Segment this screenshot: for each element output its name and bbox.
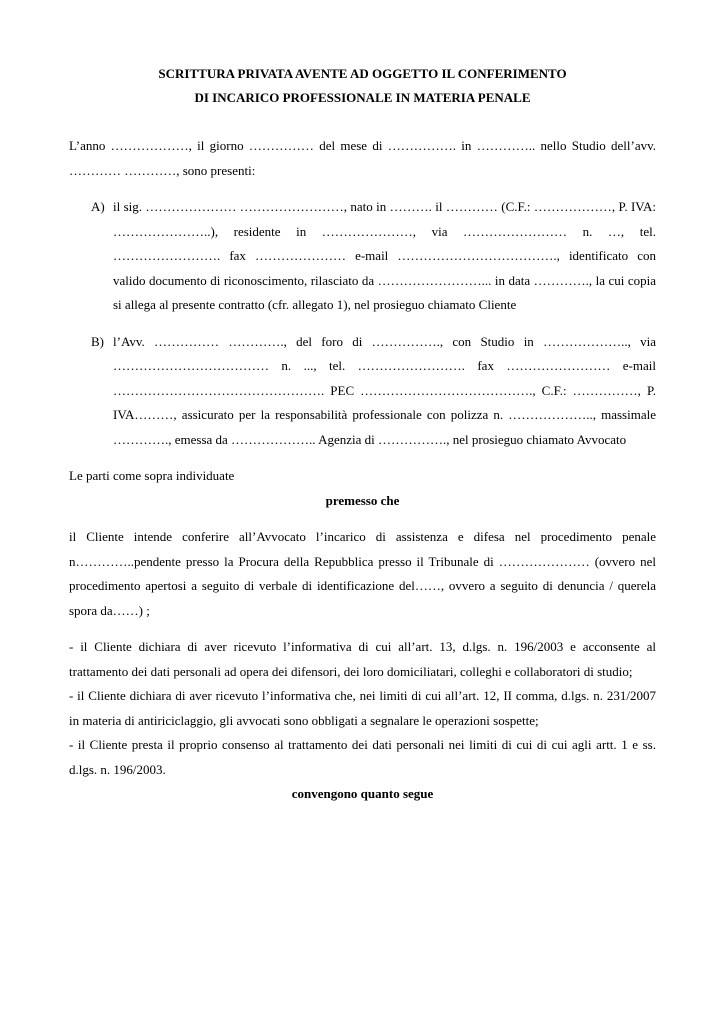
party-b bbox=[69, 330, 656, 453]
parti-line: Le parti come sopra individuate bbox=[69, 468, 235, 483]
title-line-2: DI INCARICO PROFESSIONALE IN MATERIA PENALE bbox=[194, 90, 531, 105]
premise-paragraph: il Cliente intende conferire all’Avvocato l’incarico di assistenza e difesa nel procedimento penale n…………..pendente presso la Procura della Repubblica presso il Tribunale di ………………… (ovvero nel procedimento apertosi a seguito di verbale di identificazione del……, ovvero a seguito di denuncia / querela spora da……) ; bbox=[69, 529, 656, 618]
title-line-1: SCRITTURA PRIVATA AVENTE AD OGGETTO IL CONFERIMENTO bbox=[158, 66, 567, 81]
party-a bbox=[69, 195, 656, 318]
bullet-antiriciclaggio: - il Cliente dichiara di aver ricevuto l’informativa che, nei limiti di cui all’art. 12, II comma, d.lgs. n. 231/2007 in materia di antiriciclaggio, gli avvocati sono obbligati a segnalare le operazioni sospette; bbox=[69, 688, 656, 728]
convengono-heading: convengono quanto segue bbox=[291, 786, 434, 801]
document-title bbox=[69, 62, 656, 110]
party-b-marker: B) bbox=[91, 333, 104, 349]
party-b-text: l’Avv. …………… …………., del foro di ……………., con Studio in ……………….., via ……………………………… n. ..., tel. ……………………. fax …………………… e-mail …………………………………………. PEC …………………………………., C.F.: ……………, P. IVA………, assicurato per la responsabilità professionale con polizza n. ……………….., massimale …………., emessa da ……………….. Agenzia di ……………., nel prosieguo chiamato Avvocato bbox=[113, 333, 656, 447]
premesso-heading: premesso che bbox=[325, 492, 400, 508]
party-a-marker: A) bbox=[91, 199, 105, 214]
bullet-informativa: - il Cliente dichiara di aver ricevuto l’informativa di cui all’art. 13, d.lgs. n. 196/2003 e acconsente al trattamento dei dati personali ad opera dei difensori, dei loro domiciliatari, colleghi e collaboratori di studio; bbox=[69, 639, 656, 679]
party-a-text: il sig. ………………… ……………………, nato in ………. il ………… (C.F.: ………………, P. IVA: …………………..), residente in …………………, via …………………… n. …, tel. ……………………. fax ………………… e-mail ………………………………., identificato con valido documento di riconoscimento, rilasciato da ……………………... in data …………., la cui copia si allega al presente contratto (cfr. allegato 1), nel prosieguo chiamato Cliente bbox=[113, 199, 656, 312]
bullet-consenso: - il Cliente presta il proprio consenso al trattamento dei dati personali nei limiti di cui di cui agli artt. 1 e ss. d.lgs. n. 196/2003. bbox=[69, 737, 656, 777]
intro-paragraph: L’anno ………………, il giorno …………… del mese di ……………. in ………….. nello Studio dell’avv. ………… …………, sono presenti: bbox=[69, 138, 656, 178]
